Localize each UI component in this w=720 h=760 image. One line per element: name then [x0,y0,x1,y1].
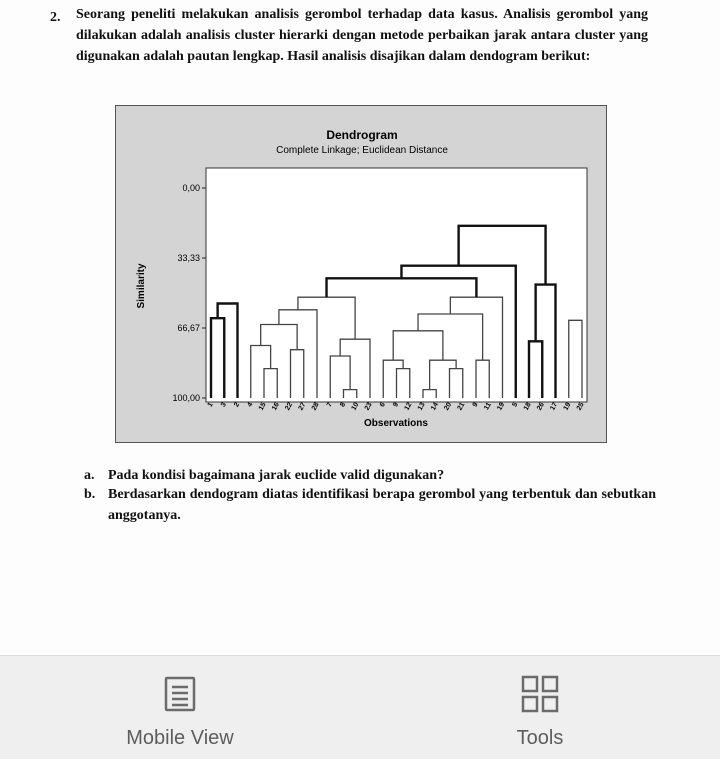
leaf-label: 27 [297,401,308,412]
leaf-label: 12 [403,401,414,412]
x-axis-label: Observations [364,418,428,429]
question-number: 2. [50,10,61,25]
sub-question-b-marker: b. [84,487,96,502]
leaf-label: 11 [483,401,493,412]
y-axis-label: Similarity [136,263,147,309]
leaf-label: 9 [471,401,480,409]
leaf-label: 2 [233,401,242,409]
leaf-label: 5 [511,401,520,409]
y-tick-label: 66,67 [177,323,200,334]
leaf-label: 25 [575,401,586,412]
leaf-label: 15 [257,401,268,412]
y-tick-label: 33,33 [177,252,200,263]
leaf-label: 10 [350,401,361,412]
leaf-label: 14 [430,401,440,412]
tools-label: Tools [516,727,564,749]
leaf-label: 7 [325,401,334,409]
leaf-label: 17 [549,401,560,412]
bottom-toolbar [0,655,720,759]
y-tick-label: 100,00 [172,393,200,403]
y-tick-label: 0,00 [182,183,200,193]
document-lines-icon [160,674,200,714]
leaf-label: 18 [522,401,533,412]
sub-question-a-marker: a. [84,468,95,483]
leaf-label: 23 [363,401,374,412]
tools-button[interactable] [360,656,720,760]
leaf-label: 28 [310,401,321,412]
leaf-label: 21 [456,401,467,412]
leaf-label: 13 [416,401,427,412]
dendrogram-chart [116,106,608,444]
leaf-label: 16 [271,401,281,412]
chart-subtitle: Complete Linkage; Euclidean Distance [276,145,448,156]
grid-icon [520,674,560,714]
sub-question-a-text: Pada kondisi bagaimana jarak euclide valid digunakan? [108,468,445,483]
question-text: Seorang peneliti melakukan analisis gerombol terhadap data kasus. Analisis gerombol yang dilakukan adalah analisis cluster hierarki dengan metode perbaikan jarak antara cluster yang digunakan adalah pautan lengkap. Hasil analisis disajikan dalam dendogram berikut: [76,7,648,64]
chart-title: Dendrogram [326,128,398,142]
leaf-label: 26 [536,401,546,412]
leaf-label: 9 [392,401,401,409]
sub-question-a [84,465,656,486]
leaf-label: 1 [206,401,215,409]
mobile-view-label: Mobile View [126,727,234,749]
leaf-label: 19 [562,401,573,412]
mobile-view-button[interactable] [0,656,360,760]
leaf-label: 3 [219,401,228,409]
leaf-label: 19 [496,401,507,412]
leaf-label: 6 [378,401,387,409]
leaf-label: 8 [339,401,348,409]
leaf-label: 4 [246,401,255,409]
y-axis-ticks [172,183,206,403]
leaf-label: 22 [284,401,295,412]
sub-question-b [84,484,656,528]
dendrogram-figure [115,105,607,443]
leaf-labels [207,401,586,411]
leaf-label: 20 [443,401,454,412]
sub-question-b-text: Berdasarkan dendogram diatas identifikasi berapa gerombol yang terbentuk dan sebutkan anggotanya. [108,487,656,523]
